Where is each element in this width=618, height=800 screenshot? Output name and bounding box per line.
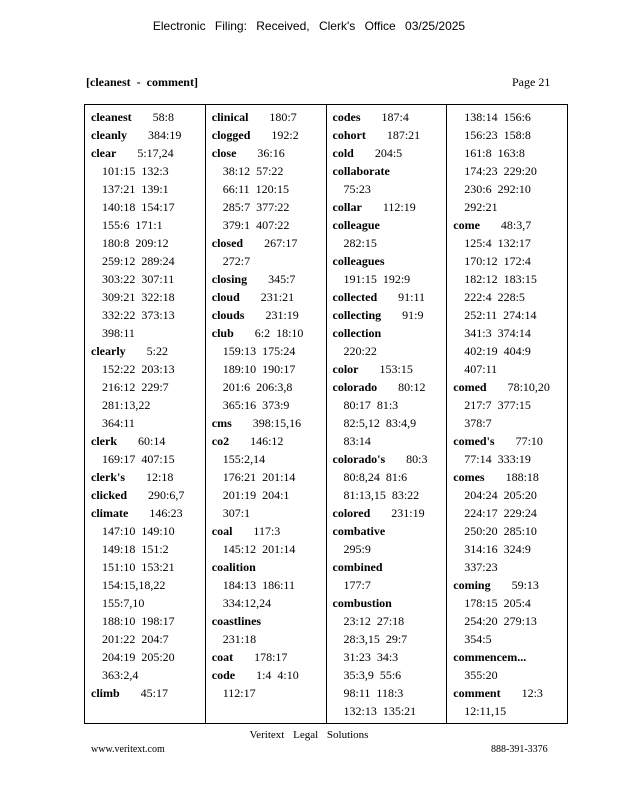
index-refs: 191:15 192:9 bbox=[343, 272, 411, 286]
index-refs: 204:24 205:20 bbox=[464, 488, 537, 502]
index-term: collected bbox=[332, 290, 378, 304]
index-refs: 188:10 198:17 bbox=[102, 614, 175, 628]
index-refs: 182:12 183:15 bbox=[464, 272, 537, 286]
index-entry bbox=[333, 594, 447, 720]
index-refs: 12:3 bbox=[521, 686, 543, 700]
index-entry bbox=[453, 576, 567, 648]
footer-company: Veritext Legal Solutions bbox=[249, 729, 369, 741]
index-term: comed bbox=[453, 380, 487, 394]
index-entry bbox=[333, 288, 447, 306]
index-entry bbox=[333, 306, 447, 324]
index-entry bbox=[333, 504, 447, 522]
index-term: clearly bbox=[91, 344, 126, 358]
index-term: co2 bbox=[211, 434, 230, 448]
index-refs: 363:2,4 bbox=[102, 668, 139, 682]
index-refs: 31:23 34:3 bbox=[343, 650, 399, 664]
index-refs: 365:16 373:9 bbox=[222, 398, 290, 412]
index-term: comed's bbox=[453, 434, 495, 448]
index-term: coastlines bbox=[211, 614, 262, 628]
index-term: code bbox=[211, 668, 236, 682]
index-term: comes bbox=[453, 470, 485, 484]
index-term: climate bbox=[91, 506, 129, 520]
index-refs: 189:10 190:17 bbox=[222, 362, 296, 376]
index-term: collar bbox=[332, 200, 362, 214]
index-refs: 282:15 bbox=[343, 236, 377, 250]
index-entry bbox=[453, 648, 567, 684]
index-refs: 152:22 203:13 bbox=[102, 362, 175, 376]
index-entry bbox=[212, 288, 326, 306]
index-refs: 98:11 118:3 bbox=[343, 686, 404, 700]
index-term: colleague bbox=[332, 218, 380, 232]
index-entry bbox=[333, 360, 447, 378]
index-term: combined bbox=[332, 560, 383, 574]
index-refs: 138:14 156:6 bbox=[464, 110, 531, 124]
index-refs: 184:13 186:11 bbox=[222, 578, 295, 592]
index-refs: 101:15 132:3 bbox=[102, 164, 169, 178]
index-entry bbox=[212, 612, 326, 648]
index-term: clerk's bbox=[91, 470, 125, 484]
index-refs: 364:11 bbox=[102, 416, 135, 430]
index-term: clinical bbox=[211, 110, 249, 124]
index-entry bbox=[91, 684, 205, 702]
index-entry bbox=[333, 198, 447, 216]
index-entry bbox=[333, 522, 447, 558]
index-refs: 12:11,15 bbox=[464, 704, 507, 718]
index-refs: 188:18 bbox=[505, 470, 539, 484]
index-refs: 82:5,12 83:4,9 bbox=[343, 416, 417, 430]
index-refs: 154:15,18,22 bbox=[102, 578, 166, 592]
index-refs: 230:6 292:10 bbox=[464, 182, 531, 196]
index-refs: 345:7 bbox=[268, 272, 296, 286]
index-refs: 224:17 229:24 bbox=[464, 506, 537, 520]
index-entry bbox=[212, 234, 326, 270]
index-term: cloud bbox=[211, 290, 240, 304]
index-refs: 132:13 135:21 bbox=[343, 704, 417, 718]
index-refs: 281:13,22 bbox=[102, 398, 151, 412]
index-term: codes bbox=[332, 110, 361, 124]
index-refs: 140:18 154:17 bbox=[102, 200, 175, 214]
footer-phone: 888-391-3376 bbox=[491, 744, 548, 755]
index-refs: 80:17 81:3 bbox=[343, 398, 399, 412]
index-refs: 153:15 bbox=[379, 362, 413, 376]
index-refs: 117:3 bbox=[253, 524, 281, 538]
index-refs: 398:15,16 bbox=[252, 416, 302, 430]
index-refs: 250:20 285:10 bbox=[464, 524, 537, 538]
index-term: cleanest bbox=[91, 110, 132, 124]
index-refs: 398:11 bbox=[102, 326, 135, 340]
index-entry bbox=[212, 522, 326, 558]
filing-stamp: Electronic Filing: Received, Clerk's Office 03/25/2025 bbox=[152, 19, 466, 33]
index-refs: 155:6 171:1 bbox=[102, 218, 163, 232]
index-entry bbox=[91, 432, 205, 468]
index-column bbox=[206, 105, 327, 723]
index-column bbox=[327, 105, 448, 723]
index-term: clogged bbox=[211, 128, 251, 142]
index-entry bbox=[91, 504, 205, 684]
index-entry bbox=[212, 666, 326, 702]
index-refs: 303:22 307:11 bbox=[102, 272, 175, 286]
index-refs: 146:23 bbox=[149, 506, 183, 520]
index-refs: 161:8 163:8 bbox=[464, 146, 525, 160]
index-entry bbox=[333, 144, 447, 162]
index-refs: 341:3 374:14 bbox=[464, 326, 531, 340]
index-refs: 407:11 bbox=[464, 362, 498, 376]
index-refs: 66:11 120:15 bbox=[222, 182, 289, 196]
index-refs: 355:20 bbox=[464, 668, 498, 682]
index-refs: 201:6 206:3,8 bbox=[222, 380, 293, 394]
index-term: club bbox=[211, 326, 234, 340]
index-term: combative bbox=[332, 524, 386, 538]
index-term: clerk bbox=[91, 434, 117, 448]
index-refs: 217:7 377:15 bbox=[464, 398, 531, 412]
index-entry bbox=[91, 108, 205, 126]
index-refs: 337:23 bbox=[464, 560, 498, 574]
index-entry bbox=[333, 162, 447, 198]
index-refs: 332:22 373:13 bbox=[102, 308, 175, 322]
index-entry bbox=[333, 450, 447, 504]
index-entry bbox=[453, 378, 567, 432]
index-refs: 83:14 bbox=[343, 434, 371, 448]
index-term: collecting bbox=[332, 308, 382, 322]
page-number: Page 21 bbox=[512, 75, 551, 89]
index-refs: 125:4 132:17 bbox=[464, 236, 531, 250]
index-refs: 80:8,24 81:6 bbox=[343, 470, 408, 484]
word-index-table bbox=[84, 104, 568, 724]
index-refs: 77:14 333:19 bbox=[464, 452, 531, 466]
index-entry bbox=[212, 414, 326, 432]
index-refs: 169:17 407:15 bbox=[102, 452, 175, 466]
index-refs: 176:21 201:14 bbox=[222, 470, 296, 484]
index-refs: 5:17,24 bbox=[137, 146, 174, 160]
index-column bbox=[85, 105, 206, 723]
index-refs: 28:3,15 29:7 bbox=[343, 632, 408, 646]
index-refs: 5:22 bbox=[146, 344, 168, 358]
index-entry bbox=[333, 216, 447, 252]
index-term: clicked bbox=[91, 488, 127, 502]
index-entry bbox=[212, 306, 326, 324]
index-refs: 155:2,14 bbox=[222, 452, 266, 466]
index-refs: 177:7 bbox=[343, 578, 371, 592]
index-refs: 384:19 bbox=[148, 128, 182, 142]
index-refs: 174:23 229:20 bbox=[464, 164, 537, 178]
index-refs: 155:7,10 bbox=[102, 596, 145, 610]
index-column bbox=[447, 105, 567, 723]
index-refs: 379:1 407:22 bbox=[222, 218, 290, 232]
index-entry bbox=[212, 648, 326, 666]
index-refs: 146:12 bbox=[250, 434, 284, 448]
index-refs: 6:2 18:10 bbox=[254, 326, 304, 340]
index-term: clear bbox=[91, 146, 117, 160]
index-refs: 180:7 bbox=[269, 110, 297, 124]
index-term: coming bbox=[453, 578, 491, 592]
index-refs: 220:22 bbox=[343, 344, 377, 358]
index-refs: 91:9 bbox=[402, 308, 424, 322]
index-term: collection bbox=[332, 326, 382, 340]
index-entry bbox=[91, 468, 205, 486]
index-refs: 12:18 bbox=[146, 470, 174, 484]
index-refs: 216:12 229:7 bbox=[102, 380, 169, 394]
index-entry bbox=[212, 558, 326, 612]
index-refs: 285:7 377:22 bbox=[222, 200, 290, 214]
index-entry bbox=[333, 108, 447, 126]
index-refs: 201:22 204:7 bbox=[102, 632, 169, 646]
index-refs: 77:10 bbox=[515, 434, 543, 448]
index-term: color bbox=[332, 362, 359, 376]
index-refs: 35:3,9 55:6 bbox=[343, 668, 402, 682]
index-refs: 147:10 149:10 bbox=[102, 524, 175, 538]
index-term: closed bbox=[211, 236, 244, 250]
index-refs: 48:3,7 bbox=[500, 218, 532, 232]
index-refs: 187:21 bbox=[386, 128, 421, 142]
index-refs: 354:5 bbox=[464, 632, 492, 646]
index-term: climb bbox=[91, 686, 120, 700]
index-entry bbox=[453, 432, 567, 468]
index-term: clouds bbox=[211, 308, 245, 322]
index-refs: 178:17 bbox=[254, 650, 288, 664]
index-entry bbox=[333, 126, 447, 144]
index-entry bbox=[453, 108, 567, 216]
index-refs: 307:1 bbox=[222, 506, 251, 520]
index-refs: 290:6,7 bbox=[148, 488, 185, 502]
index-term: cohort bbox=[332, 128, 366, 142]
index-entry bbox=[333, 558, 447, 594]
index-entry bbox=[333, 324, 447, 360]
index-term: colorado bbox=[332, 380, 378, 394]
index-refs: 36:16 bbox=[257, 146, 285, 160]
index-term: comment bbox=[453, 686, 501, 700]
index-term: coat bbox=[211, 650, 234, 664]
index-entry bbox=[333, 252, 447, 288]
index-term: collaborate bbox=[332, 164, 390, 178]
footer-website: www.veritext.com bbox=[91, 744, 165, 755]
index-refs: 378:7 bbox=[464, 416, 492, 430]
index-refs: 231:21 bbox=[260, 290, 295, 304]
index-entry bbox=[212, 126, 326, 144]
index-term: coal bbox=[211, 524, 233, 538]
index-refs: 23:12 27:18 bbox=[343, 614, 405, 628]
index-term: come bbox=[453, 218, 480, 232]
index-term: cleanly bbox=[91, 128, 127, 142]
index-term: coalition bbox=[211, 560, 256, 574]
index-refs: 170:12 172:4 bbox=[464, 254, 531, 268]
index-term: colored bbox=[332, 506, 371, 520]
index-refs: 45:17 bbox=[140, 686, 169, 700]
index-refs: 187:4 bbox=[381, 110, 409, 124]
index-refs: 267:17 bbox=[264, 236, 298, 250]
index-refs: 231:19 bbox=[391, 506, 425, 520]
index-refs: 334:12,24 bbox=[222, 596, 272, 610]
index-entry bbox=[333, 378, 447, 450]
index-entry bbox=[91, 486, 205, 504]
index-refs: 252:11 274:14 bbox=[464, 308, 537, 322]
index-refs: 151:10 153:21 bbox=[102, 560, 175, 574]
index-refs: 254:20 279:13 bbox=[464, 614, 537, 628]
index-refs: 112:17 bbox=[222, 686, 256, 700]
index-term: colleagues bbox=[332, 254, 385, 268]
index-entry bbox=[212, 108, 326, 126]
index-refs: 80:3 bbox=[406, 452, 428, 466]
index-refs: 145:12 201:14 bbox=[222, 542, 296, 556]
index-refs: 137:21 139:1 bbox=[102, 182, 169, 196]
index-term: combustion bbox=[332, 596, 392, 610]
index-refs: 81:13,15 83:22 bbox=[343, 488, 420, 502]
index-refs: 314:16 324:9 bbox=[464, 542, 531, 556]
index-term: cold bbox=[332, 146, 354, 160]
index-entry bbox=[91, 126, 205, 144]
index-refs: 295:9 bbox=[343, 542, 371, 556]
index-entry bbox=[212, 324, 326, 414]
index-refs: 204:5 bbox=[374, 146, 403, 160]
index-refs: 59:13 bbox=[511, 578, 539, 592]
index-range: [cleanest - comment] bbox=[86, 75, 198, 89]
index-refs: 222:4 228:5 bbox=[464, 290, 525, 304]
index-refs: 38:12 57:22 bbox=[222, 164, 284, 178]
index-entry bbox=[91, 342, 205, 432]
index-refs: 91:11 bbox=[398, 290, 426, 304]
index-refs: 112:19 bbox=[382, 200, 416, 214]
index-entry bbox=[212, 144, 326, 234]
index-entry bbox=[91, 144, 205, 342]
index-entry bbox=[453, 216, 567, 378]
index-refs: 309:21 322:18 bbox=[102, 290, 175, 304]
index-refs: 149:18 151:2 bbox=[102, 542, 169, 556]
index-entry bbox=[453, 468, 567, 576]
index-entry bbox=[212, 432, 326, 522]
index-refs: 201:19 204:1 bbox=[222, 488, 290, 502]
index-term: colorado's bbox=[332, 452, 386, 466]
index-refs: 231:19 bbox=[265, 308, 299, 322]
index-entry bbox=[453, 684, 567, 720]
index-term: close bbox=[211, 146, 237, 160]
index-term: commencem... bbox=[453, 650, 527, 664]
index-refs: 159:13 175:24 bbox=[222, 344, 296, 358]
index-refs: 1:4 4:10 bbox=[256, 668, 299, 682]
index-refs: 78:10,20 bbox=[507, 380, 550, 394]
index-refs: 80:12 bbox=[398, 380, 426, 394]
index-refs: 292:21 bbox=[464, 200, 498, 214]
index-refs: 180:8 209:12 bbox=[102, 236, 169, 250]
index-refs: 192:2 bbox=[271, 128, 299, 142]
index-refs: 272:7 bbox=[222, 254, 251, 268]
index-refs: 58:8 bbox=[152, 110, 174, 124]
index-entry bbox=[212, 270, 326, 288]
index-refs: 75:23 bbox=[343, 182, 371, 196]
index-refs: 259:12 289:24 bbox=[102, 254, 175, 268]
index-refs: 60:14 bbox=[138, 434, 166, 448]
index-term: closing bbox=[211, 272, 248, 286]
index-refs: 402:19 404:9 bbox=[464, 344, 531, 358]
index-refs: 156:23 158:8 bbox=[464, 128, 531, 142]
index-refs: 231:18 bbox=[222, 632, 257, 646]
index-term: cms bbox=[211, 416, 232, 430]
index-refs: 204:19 205:20 bbox=[102, 650, 175, 664]
index-refs: 178:15 205:4 bbox=[464, 596, 531, 610]
